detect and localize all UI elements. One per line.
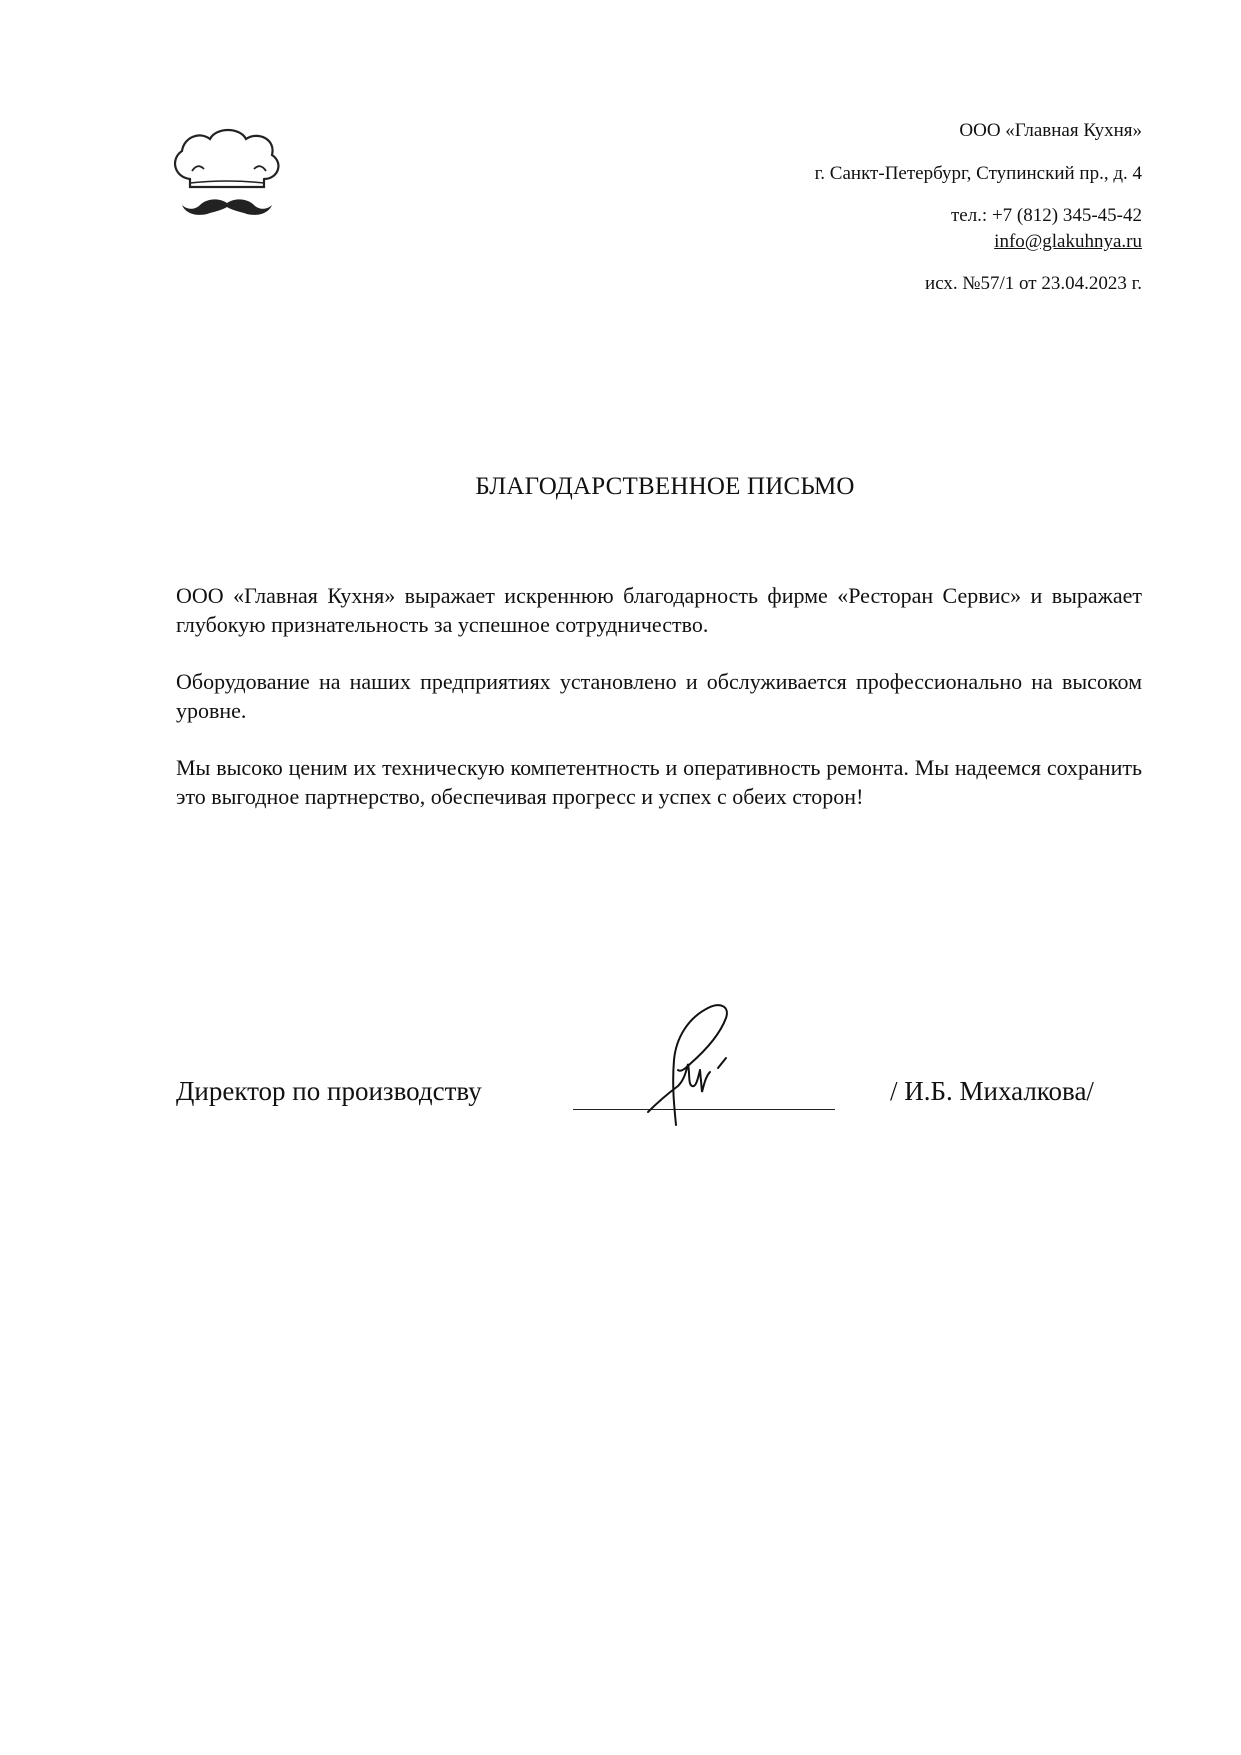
company-email-link[interactable]: info@glakuhnya.ru xyxy=(994,231,1142,252)
outgoing-reference: исх. №57/1 от 23.04.2023 г. xyxy=(925,273,1142,294)
letter-body xyxy=(176,581,1142,839)
company-phone: тел.: +7 (812) 345-45-42 xyxy=(950,205,1142,226)
company-address: г. Санкт-Петербург, Ступинский пр., д. 4 xyxy=(814,163,1142,184)
letter-title: БЛАГОДАРСТВЕННОЕ ПИСЬМО xyxy=(475,473,855,500)
body-paragraph: Оборудование на наших предприятиях установлено и обслуживается профессионально на высоком уровне. xyxy=(176,669,1142,723)
signer-name: / И.Б. Михалкова/ xyxy=(890,1076,1094,1106)
body-paragraph: ООО «Главная Кухня» выражает искреннюю благодарность фирме «Ресторан Сервис» и выражает глубокую признательность за успешное сотрудничество. xyxy=(176,583,1142,637)
company-name: ООО «Главная Кухня» xyxy=(959,120,1142,141)
sender-header xyxy=(815,118,1142,297)
handwritten-signature-icon xyxy=(640,1000,760,1135)
body-paragraph: Мы высоко ценим их техническую компетентность и оперативность ремонта. Мы надеемся сохранить это выгодное партнерство, обеспечивая прогресс и успех с обеих сторон! xyxy=(176,755,1142,809)
chef-hat-mustache-icon xyxy=(170,125,286,221)
signer-position: Директор по производству xyxy=(176,1076,482,1106)
